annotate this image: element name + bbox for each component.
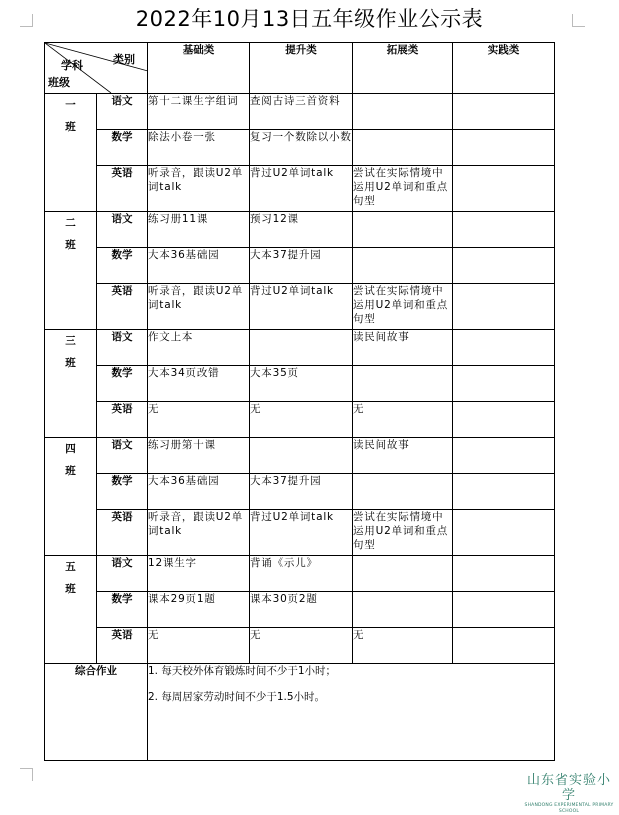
- subject-cell: 数学: [97, 130, 148, 166]
- header-row: [45, 43, 555, 94]
- homework-cell-basic: 大本36基础园: [148, 248, 250, 284]
- class-name-cell: [45, 94, 97, 212]
- homework-cell-basic: 大本34页改错: [148, 366, 250, 402]
- general-notes: [148, 664, 555, 761]
- class-name-cell: [45, 330, 97, 438]
- class-name-char: 班: [65, 239, 76, 251]
- page-title: 2022年10月13日五年级作业公示表: [135, 7, 484, 31]
- general-note: 1. 每天校外体育锻炼时间不少于1小时；: [148, 665, 337, 677]
- homework-cell-expand: [353, 474, 453, 510]
- homework-cell-improve: 大本37提升园: [250, 474, 353, 510]
- column-header-improve: 提升类: [250, 43, 353, 94]
- table-row: [45, 130, 555, 166]
- homework-cell-basic: 练习册第十课: [148, 438, 250, 474]
- homework-cell-practice: [453, 474, 555, 510]
- homework-cell-basic: 练习册11课: [148, 212, 250, 248]
- table-row: [45, 94, 555, 130]
- homework-cell-improve: 预习12课: [250, 212, 353, 248]
- homework-cell-practice: [453, 438, 555, 474]
- class-name-char: 班: [65, 121, 76, 133]
- school-logo-english: SHANDONG EXPERIMENTAL PRIMARY SCHOOL: [524, 803, 614, 814]
- homework-cell-basic: 无: [148, 402, 250, 438]
- table-row: [45, 248, 555, 284]
- homework-cell-basic: 听录音，跟读U2单词talk: [148, 166, 250, 212]
- homework-cell-practice: [453, 248, 555, 284]
- homework-cell-practice: [453, 402, 555, 438]
- homework-cell-improve: 无: [250, 402, 353, 438]
- class-name-char: 二: [65, 217, 76, 229]
- homework-cell-practice: [453, 366, 555, 402]
- homework-cell-practice: [453, 284, 555, 330]
- homework-cell-basic: 第十二课生字组词: [148, 94, 250, 130]
- table-row: [45, 330, 555, 366]
- general-note: 2. 每周居家劳动时间不少于1.5小时。: [148, 691, 326, 703]
- school-logo-name: 山东省实验小学: [526, 773, 611, 803]
- homework-cell-practice: [453, 212, 555, 248]
- table-row: [45, 402, 555, 438]
- table-row: [45, 166, 555, 212]
- homework-cell-basic: 课本29页1题: [148, 592, 250, 628]
- subject-cell: 英语: [97, 510, 148, 556]
- table-row: [45, 438, 555, 474]
- subject-cell: 数学: [97, 474, 148, 510]
- homework-cell-improve: 课本30页2题: [250, 592, 353, 628]
- homework-cell-improve: 背过U2单词talk: [250, 284, 353, 330]
- homework-cell-basic: 听录音，跟读U2单词talk: [148, 284, 250, 330]
- subject-cell: 语文: [97, 330, 148, 366]
- homework-cell-improve: [250, 438, 353, 474]
- homework-cell-basic: 作文上本: [148, 330, 250, 366]
- subject-cell: 数学: [97, 592, 148, 628]
- homework-cell-expand: 尝试在实际情境中运用U2单词和重点句型: [353, 284, 453, 330]
- subject-cell: 语文: [97, 438, 148, 474]
- homework-cell-expand: 无: [353, 402, 453, 438]
- homework-cell-practice: [453, 330, 555, 366]
- table-row: [45, 628, 555, 664]
- homework-cell-improve: 查阅古诗三首资料: [250, 94, 353, 130]
- table-row: [45, 212, 555, 248]
- homework-cell-improve: 复习一个数除以小数: [250, 130, 353, 166]
- subject-cell: 数学: [97, 248, 148, 284]
- general-label: 综合作业: [45, 664, 148, 761]
- homework-cell-expand: 尝试在实际情境中运用U2单词和重点句型: [353, 510, 453, 556]
- homework-cell-basic: 听录音，跟读U2单词talk: [148, 510, 250, 556]
- general-row: [45, 664, 555, 761]
- column-header-basic: 基础类: [148, 43, 250, 94]
- homework-cell-basic: 大本36基础园: [148, 474, 250, 510]
- homework-cell-improve: 无: [250, 628, 353, 664]
- homework-cell-practice: [453, 130, 555, 166]
- class-name-cell: [45, 438, 97, 556]
- class-name-char: 班: [65, 583, 76, 595]
- homework-cell-practice: [453, 556, 555, 592]
- homework-cell-improve: 背过U2单词talk: [250, 510, 353, 556]
- column-header-expand: 拓展类: [353, 43, 453, 94]
- homework-cell-expand: 无: [353, 628, 453, 664]
- homework-cell-practice: [453, 592, 555, 628]
- homework-cell-improve: 背诵《示儿》: [250, 556, 353, 592]
- homework-cell-expand: [353, 366, 453, 402]
- homework-cell-expand: 读民间故事: [353, 330, 453, 366]
- class-name-char: 三: [65, 335, 76, 347]
- table-row: [45, 592, 555, 628]
- corner-subject-label: 学科: [61, 59, 83, 72]
- homework-cell-improve: 大本35页: [250, 366, 353, 402]
- homework-cell-expand: [353, 94, 453, 130]
- table-row: [45, 474, 555, 510]
- class-name-cell: [45, 556, 97, 664]
- homework-cell-improve: 背过U2单词talk: [250, 166, 353, 212]
- class-name-cell: [45, 212, 97, 330]
- corner-category-label: 类别: [113, 53, 135, 66]
- subject-cell: 语文: [97, 94, 148, 130]
- homework-cell-expand: [353, 130, 453, 166]
- homework-cell-expand: 尝试在实际情境中运用U2单词和重点句型: [353, 166, 453, 212]
- homework-cell-expand: 读民间故事: [353, 438, 453, 474]
- homework-cell-improve: [250, 330, 353, 366]
- crop-mark-bottom-left: [20, 768, 33, 781]
- subject-cell: 英语: [97, 284, 148, 330]
- table-row: [45, 284, 555, 330]
- homework-cell-practice: [453, 166, 555, 212]
- class-name-char: 四: [65, 443, 76, 455]
- subject-cell: 语文: [97, 556, 148, 592]
- table-row: [45, 366, 555, 402]
- homework-cell-expand: [353, 556, 453, 592]
- class-name-char: 五: [65, 561, 76, 573]
- column-header-practice: 实践类: [453, 43, 555, 94]
- homework-table: [44, 42, 555, 761]
- class-name-char: 班: [65, 357, 76, 369]
- homework-cell-basic: 无: [148, 628, 250, 664]
- subject-cell: 英语: [97, 402, 148, 438]
- table-row: [45, 556, 555, 592]
- homework-cell-practice: [453, 628, 555, 664]
- table-row: [45, 510, 555, 556]
- subject-cell: 英语: [97, 166, 148, 212]
- homework-cell-basic: 除法小卷一张: [148, 130, 250, 166]
- school-logo: [524, 773, 614, 815]
- homework-cell-expand: [353, 592, 453, 628]
- homework-cell-basic: 12课生字: [148, 556, 250, 592]
- homework-cell-expand: [353, 212, 453, 248]
- homework-cell-practice: [453, 510, 555, 556]
- subject-cell: 数学: [97, 366, 148, 402]
- subject-cell: 语文: [97, 212, 148, 248]
- homework-cell-practice: [453, 94, 555, 130]
- class-name-char: 一: [65, 99, 76, 111]
- homework-cell-expand: [353, 248, 453, 284]
- homework-cell-improve: 大本37提升园: [250, 248, 353, 284]
- header-corner-cell: [45, 43, 148, 94]
- corner-class-label: 班级: [48, 76, 70, 89]
- subject-cell: 英语: [97, 628, 148, 664]
- class-name-char: 班: [65, 465, 76, 477]
